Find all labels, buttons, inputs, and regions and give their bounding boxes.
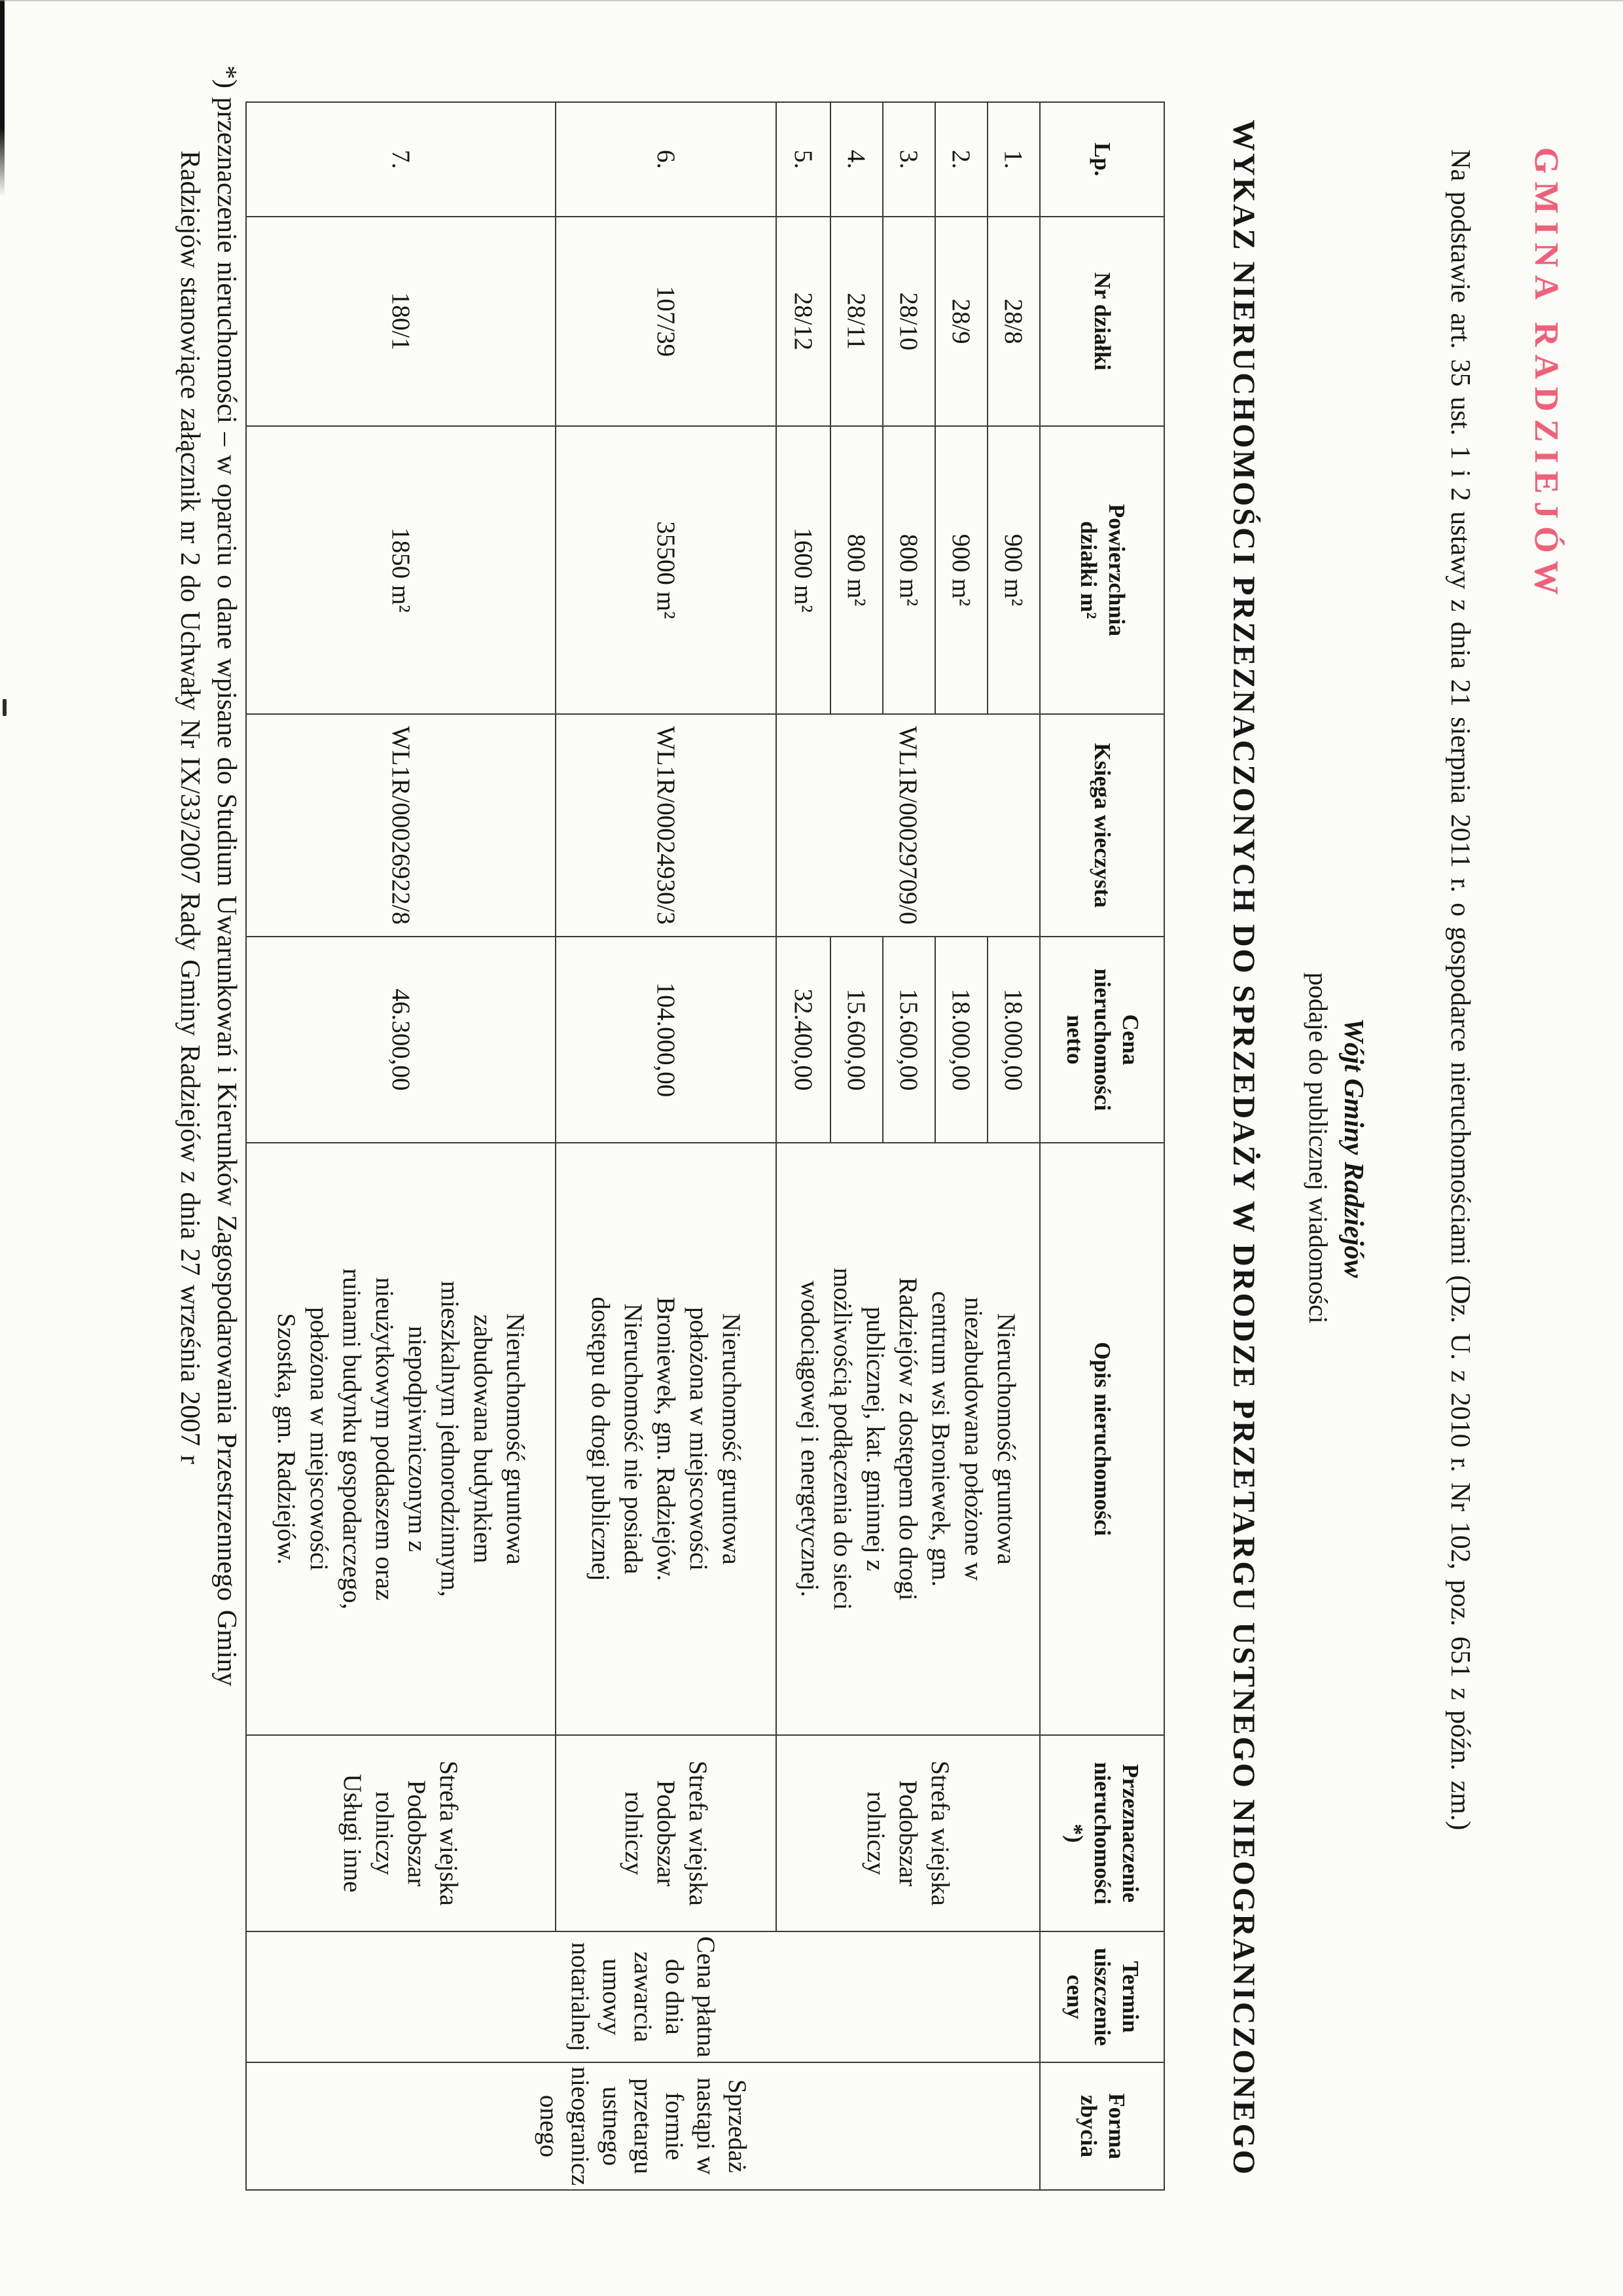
opis-line: Radziejów z dostępem do drogi [894, 1277, 923, 1601]
header-line: *) [1061, 1823, 1088, 1843]
header-line: działki m² [1076, 521, 1101, 619]
col-header-forma [1040, 2062, 1164, 2190]
termin-line: umowy [597, 1958, 626, 2036]
cell-termin-merged [246, 1931, 1040, 2062]
header-line: uiszczenie [1090, 1948, 1116, 2046]
header-line: Forma [1103, 2092, 1130, 2160]
cell-nr-dzialki: 107/39 [556, 217, 776, 426]
header-line: nieruchomości [1090, 968, 1116, 1111]
cell-lp: 7. [246, 102, 556, 217]
opis-line: wodociągowej i energetycznej. [796, 1280, 825, 1598]
cell-nr-dzialki: 28/10 [883, 217, 935, 426]
cell-cena: 15.600,00 [830, 937, 883, 1143]
cell-lp: 3. [883, 102, 935, 217]
cell-powierzchnia: 900 m² [988, 426, 1040, 714]
opis-line: Nieruchomość gruntowa [717, 1313, 746, 1565]
cell-cena: 15.600,00 [883, 937, 935, 1143]
col-header-powierzchnia [1040, 426, 1164, 714]
opis-line: publicznej, kat. gminnej z [861, 1306, 890, 1571]
table-header-row [1040, 102, 1164, 2190]
przeznaczenie-line: Strefa wiejska [435, 1760, 463, 1906]
cell-lp: 1. [988, 102, 1040, 217]
footnote [171, 65, 245, 2265]
scan-artifact-left-edge [0, 0, 5, 196]
header-line: netto [1061, 1014, 1088, 1065]
cell-powierzchnia: 1850 m² [246, 426, 556, 714]
footnote-line-1: *) przeznaczenie nieruchomości – w oparciu o dane wpisane do Studium Uwarunkowań i Kierunków Zagospodarowania Przestrzennego Gminy [211, 65, 241, 1687]
cell-powierzchnia: 1600 m² [776, 426, 830, 714]
opis-line: niezabudowana położone w [959, 1297, 988, 1581]
header-line: Powierzchnia [1103, 503, 1130, 637]
table-row-7 [246, 102, 556, 2190]
scan-artifact-speck [3, 699, 7, 716]
opis-line: położona w miejscowości [685, 1307, 713, 1571]
forma-line: ustnego [597, 2086, 626, 2166]
opis-line: Szostka, gm. Radziejów. [272, 1313, 301, 1565]
cell-lp: 2. [935, 102, 988, 217]
forma-line: onego [535, 2094, 563, 2158]
issuer-action: podaje do publicznej wiadomości [1304, 972, 1333, 1324]
termin-line: Cena płatna [692, 1936, 721, 2058]
przeznaczenie-line: Usługi inne [338, 1774, 367, 1893]
termin-line: zawarcia [629, 1951, 658, 2043]
termin-line: notarialnej [566, 1942, 595, 2052]
col-header-przeznaczenie [1040, 1735, 1164, 1931]
przeznaczenie-line: rolniczy [862, 1791, 890, 1875]
forma-line: Sprzedaż [723, 2079, 752, 2173]
scan-artifact-top-edge [0, 0, 1623, 1]
cell-cena: 32.400,00 [776, 937, 830, 1143]
header-line: Termin [1118, 1961, 1144, 2033]
cell-powierzchnia: 35500 m² [556, 426, 776, 714]
forma-line: przetargu [629, 2078, 658, 2174]
cell-nr-dzialki: 180/1 [246, 217, 556, 426]
header-text: Lp. [1090, 142, 1116, 177]
header-line: nieruchomości [1090, 1762, 1116, 1905]
cell-nr-dzialki: 28/12 [776, 217, 830, 426]
przeznaczenie-line: Strefa wiejska [684, 1760, 712, 1906]
col-header-lp [1040, 102, 1164, 217]
document-title: WYKAZ NIERUCHOMOŚCI PRZEZNACZONYCH DO SPRZEDAŻY W DRODZE PRZETARGU USTNEGO NIEOGRANICZONEGO [1226, 119, 1261, 2177]
header-line: Cena [1118, 1014, 1144, 1066]
przeznaczenie-line: Podobszar [894, 1780, 922, 1887]
termin-line: do dnia [660, 1959, 689, 2035]
footnote-line-2: Radziejów stanowiące załącznik nr 2 do Uchwały Nr IX/33/2007 Rady Gminy Radziejów z dnia 27 września 2007 r [175, 151, 205, 1464]
forma-line: formie [660, 2092, 689, 2161]
opis-line: mieszkalnym jednorodzinnym, [436, 1280, 465, 1598]
opis-line: Nieruchomość gruntowa [992, 1313, 1021, 1565]
header-text: Opis nieruchomości [1090, 1342, 1116, 1536]
cell-przeznaczenie-rows-1-5 [776, 1735, 1040, 1931]
cell-cena: 104.000,00 [556, 937, 776, 1143]
opis-line: Nieruchomość gruntowa [501, 1313, 530, 1565]
cell-ksiega: WL1R/00024930/3 [556, 714, 776, 937]
forma-line: nieogranicz [566, 2066, 595, 2186]
col-header-cena [1040, 937, 1164, 1143]
header-line: zbycia [1076, 2094, 1101, 2158]
cell-przeznaczenie-row-7 [246, 1735, 556, 1931]
municipality-stamp: GMINA RADZIEJÓW [1527, 147, 1565, 603]
przeznaczenie-line: rolniczy [370, 1791, 399, 1875]
opis-line: centrum wsi Broniewek, gm. [927, 1291, 955, 1587]
cell-przeznaczenie-row-6 [556, 1735, 776, 1931]
cell-opis-row-6 [556, 1143, 776, 1735]
legal-basis-line: Na podstawie art. 35 ust. 1 i 2 ustawy z dnia 21 sierpnia 2011 r. o gospodarce nieruchomościami (Dz. U. z 2010 r. Nr 102, poz. 651 z późn. zm.) [1445, 149, 1475, 1831]
col-header-termin [1040, 1931, 1164, 2062]
issuer-name: Wójt Gminy Radziejów [1338, 1018, 1368, 1278]
cell-nr-dzialki: 28/11 [830, 217, 883, 426]
opis-line: zabudowana budynkiem [469, 1314, 497, 1564]
table-row-6 [556, 102, 776, 2190]
col-header-nr-dzialki [1040, 217, 1164, 426]
opis-line: niepodpiwniczonym z [403, 1325, 432, 1552]
opis-line: możliwością podłączenia do sieci [829, 1267, 857, 1611]
przeznaczenie-line: rolniczy [620, 1791, 648, 1875]
opis-line: Nieruchomość nie posiada [619, 1303, 648, 1575]
cell-opis-row-7 [246, 1143, 556, 1735]
opis-line: Broniewek, gm. Radziejów. [652, 1297, 681, 1581]
header-line: Przeznaczenie [1118, 1764, 1144, 1903]
opis-line: nieużytkowym poddaszem oraz [370, 1277, 399, 1601]
cell-ksiega: WL1R/00026922/8 [246, 714, 556, 937]
table-row-1 [988, 102, 1040, 2190]
cell-ksiega-rows-1-5: WL1R/00029709/0 [776, 714, 1040, 937]
cell-lp: 6. [556, 102, 776, 217]
property-table [245, 101, 1165, 2191]
cell-opis-rows-1-5 [776, 1143, 1040, 1735]
cell-forma-merged [246, 2062, 1040, 2190]
header-line: ceny [1061, 1974, 1088, 2020]
col-header-opis [1040, 1143, 1164, 1735]
header-text: Nr działki [1090, 272, 1116, 371]
przeznaczenie-line: Podobszar [402, 1780, 431, 1887]
cell-powierzchnia: 800 m² [883, 426, 935, 714]
col-header-ksiega-wieczysta [1040, 714, 1164, 937]
cell-cena: 46.300,00 [246, 937, 556, 1143]
cell-lp: 5. [776, 102, 830, 217]
przeznaczenie-line: Podobszar [652, 1780, 680, 1887]
opis-line: ruinami budynku gospodarczego, [338, 1268, 366, 1609]
cell-cena: 18.000,00 [935, 937, 988, 1143]
opis-line: położona w miejscowości [305, 1307, 334, 1571]
cell-lp: 4. [830, 102, 883, 217]
cell-powierzchnia: 800 m² [830, 426, 883, 714]
header-text: Księga wieczysta [1090, 743, 1116, 908]
forma-line: nastąpi w [692, 2077, 721, 2175]
przeznaczenie-line: Strefa wiejska [926, 1760, 954, 1906]
cell-cena: 18.000,00 [988, 937, 1040, 1143]
cell-nr-dzialki: 28/9 [935, 217, 988, 426]
cell-nr-dzialki: 28/8 [988, 217, 1040, 426]
opis-line: dostępu do drogi publicznej [586, 1297, 615, 1581]
cell-powierzchnia: 900 m² [935, 426, 988, 714]
